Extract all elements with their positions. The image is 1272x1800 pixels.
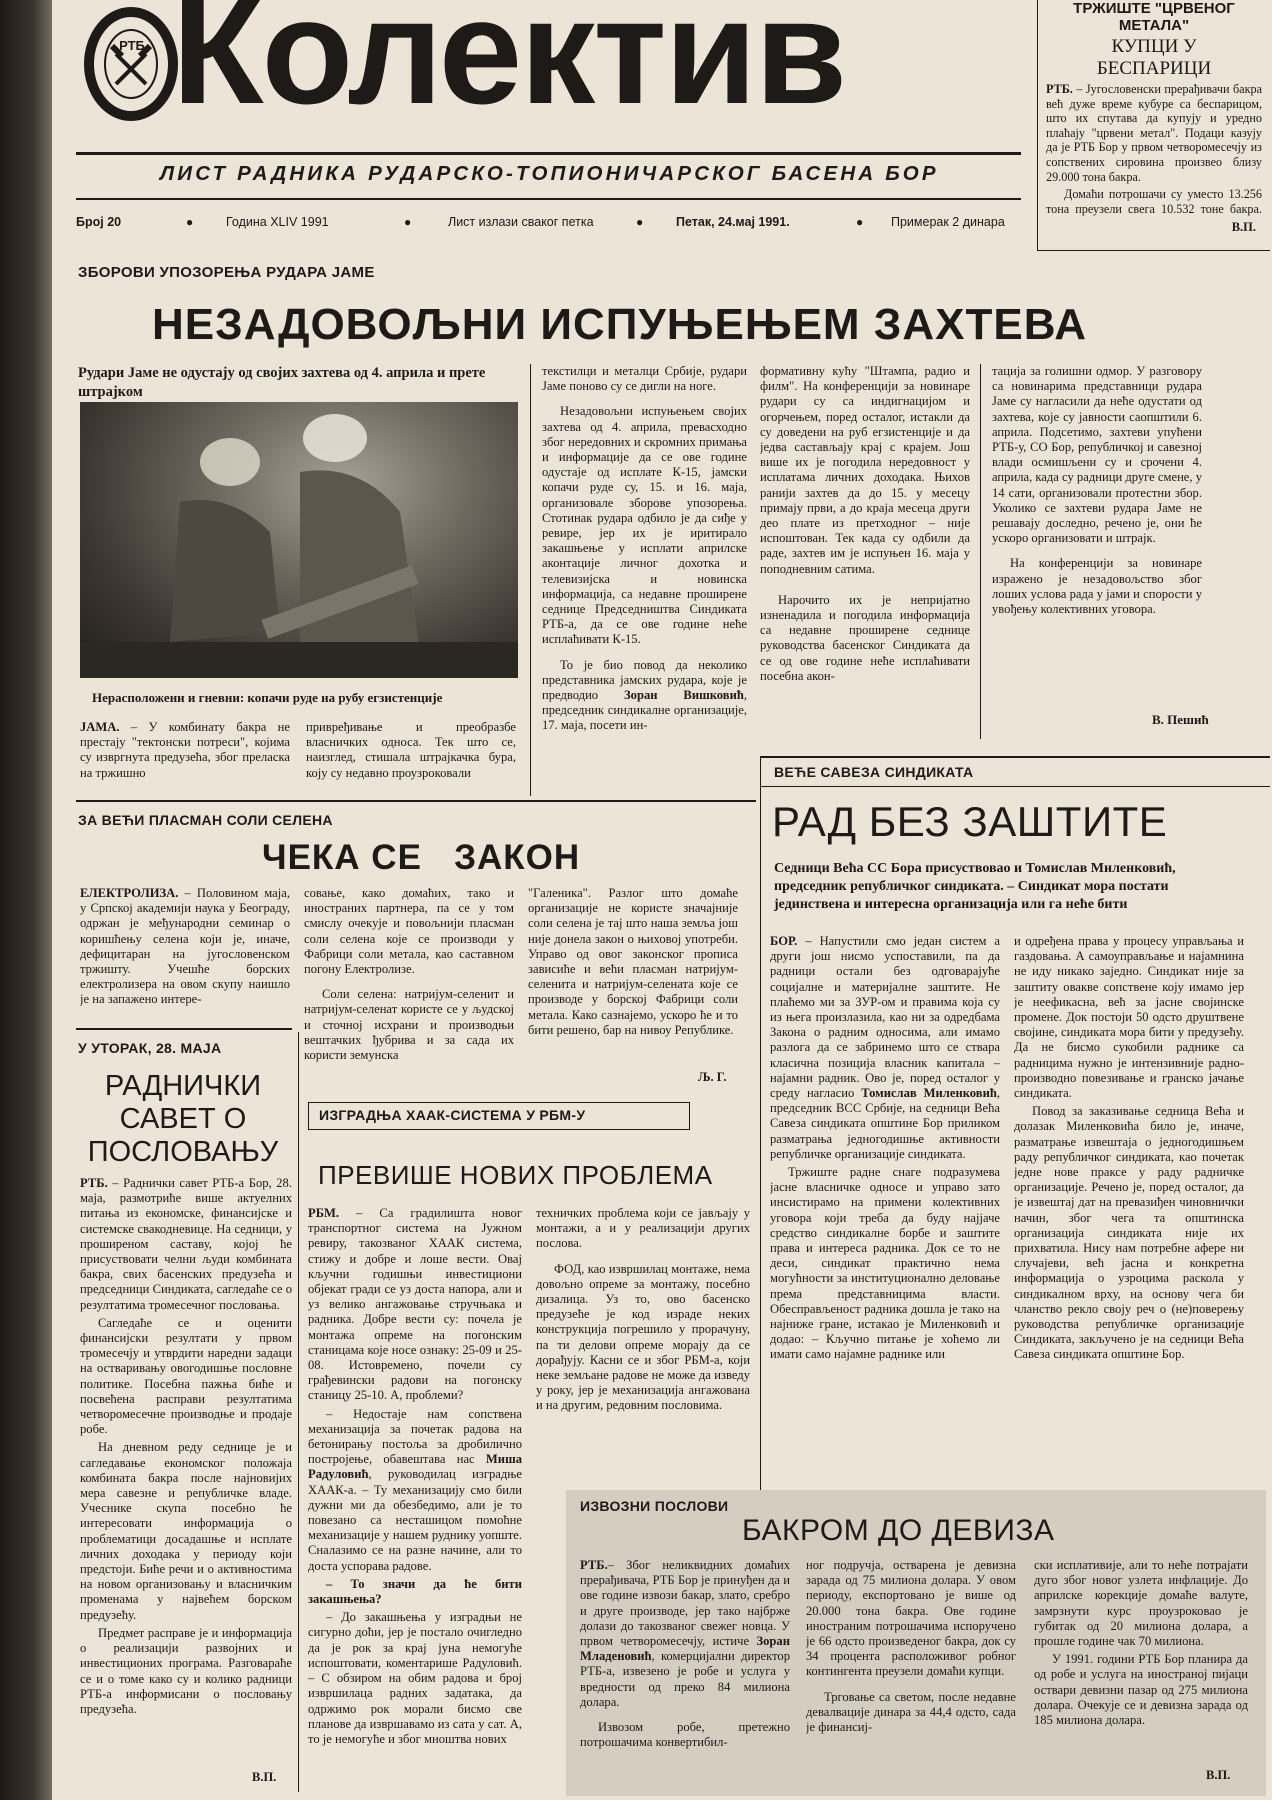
lead-col-5-text-a: тација за голишни одмор. У разговору са новинарима представници рудара Јаме су нагласили да неће одустати од захтева, које су јавности саопштили 6. априла. Подсетимо, захтеви упућени РТБ-у, СО Бор, републичкој и савезној влади осмишљени су и срочени 4. априла, када су радници друге смене, у 14 сати, организовали протестни збор. Уколико се захтеви рудара Јаме не решавају доследно, речено је, они ће ускоро организовати и штрајк. (992, 364, 1202, 546)
selenium-headline: ЧЕКА СЕ ЗАКОН (262, 838, 581, 877)
newspaper-page (52, 0, 1272, 1800)
haak-col-1-text-b2: , руководилац изградње ХААК-а. – Ту механизацију смо били дужни ми да обезбедимо, али је то повезано са несташицом помоћне механизације у нашем руднику уопште. Сналазимо се на разне начине, али то доста успорава радове. (308, 1467, 522, 1573)
copper-col-2-text-b: Трговање са светом, после недавне девалвације динара за 44,4 одсто, сада је финансиј- (806, 1689, 1016, 1735)
union-col-1-text-2: , председник ВСС Србије, на седници Већа Савеза синдиката општине Бор приликом разматрања једногодишње активности републичке организације синдиката. (770, 1086, 1000, 1161)
selenium-signature: Љ. Г. (698, 1070, 727, 1084)
union-divider-left (760, 756, 761, 1496)
selenium-col-1-text: – Половином маја, у Српској академији наука у Београду, одржан је међународни семинар о коришћењу селена који је, иначе, дефицитаран на југословенском тржишту. Учешће борских електролизера на овом скупу наишло је на запажено интере- (80, 886, 290, 1007)
council-headline-line-1: РАДНИЧКИ (104, 1070, 262, 1102)
council-signature: В.П. (252, 1770, 277, 1784)
lead-col-4 (760, 364, 970, 734)
issue-date: Петак, 24.мај 1991. (676, 215, 790, 229)
selenium-kicker: ЗА ВЕЋИ ПЛАСМАН СОЛИ СЕЛЕНА (78, 812, 333, 828)
lead-col-3-text-a: текстилци и металци Србије, рудари Јаме поново су се дигли на ноге. (542, 364, 747, 394)
sidebar-signature: В.П. (1231, 220, 1256, 234)
copper-box (566, 1490, 1266, 1796)
copper-col-1 (580, 1558, 790, 1790)
union-col-1-name: Томислав Миленковић (861, 1086, 997, 1101)
section-rule-2 (76, 1028, 292, 1030)
union-col-1-text: – Напустили смо један систем а други још нисмо успоставили, па да радници остали без одговарајуће социјалне и материјалне заштите. Не плаћемо ми за ЗУР-ом и правима која су из њега произлазила, као ни за одредбама Закона о радним односима, али имамо разлога да се забринемо што се ствара класична позиција власник капитала – најамни радник. Ово је, поред осталог у среду нагласио (770, 934, 1000, 1101)
council-headline (78, 1070, 288, 1169)
lead-kicker: ЗБОРОВИ УПОЗОРЕЊА РУДАРА ЈАМЕ (78, 264, 375, 281)
sidebar-text-2: Домаћи потрошачи су уместо 13.256 тона преузели свега 10.532 тоне бакра. (1046, 187, 1262, 216)
bullet-2: ● (404, 215, 412, 229)
lead-col-5 (992, 364, 1202, 684)
council-body (80, 1176, 292, 1756)
lead-dateline: ЈАМА. (80, 720, 120, 734)
issue-frequency: Лист излази сваког петка (448, 215, 594, 229)
union-deck: Седници Већа СС Бора присуствовао и Томислав Миленковић, председник републичког синдиката. – Синдикат мора постати јединствена и интересна организација или га неће бити (774, 861, 1176, 912)
sidebar-kicker: ТРЖИШТЕ "ЦРВЕНОГ МЕТАЛА" (1073, 0, 1235, 34)
issue-info-bar (76, 215, 1021, 235)
lead-col-2-text: привређивање и преобразбе власничких односа. Тек што се, наизглед, стишала штрајкачка бура, коју су недавно проузроковали (306, 720, 516, 780)
lead-col-4-text-a: формативну кућу "Штампа, радио и филм". На конференцији за новинаре рудари су са индигнацијом и огорчењем, поред осталог, истакли да су доведени на руб егзистенције и да једва састављају крај с крајем. Још више их је погодила нередовност у исплатама личних доходака. Њихов ранији захтев да до 15. у месецу примају први, а до краја месеца други део плате из претходног – није испоштован. Тек када су одбили да раде, захтев им је испуњен 16. маја у поподневним сатима. (760, 364, 970, 576)
sidebar-body (1046, 82, 1262, 216)
haak-col-1-text-b1: – Недостаје нам сопствена механизација за почетак радова на бетонирању постоља за дробилично постројење, обавештава нас (308, 1406, 522, 1467)
copper-col-3-text: ски исплативије, али то неће потрајати дуго због новог узлета инфлације. До априлске корекције домаће валуте, замрзнути курс проузроковао је губитак од 20 милиона долара, а прошле године чак 70 милиона. (1034, 1558, 1248, 1649)
lead-divider-1 (530, 364, 531, 796)
miners-photo (80, 402, 518, 678)
selenium-col-2-text-b: Соли селена: натријум-селенит и натријум-селенат користе се у људској и сточној исхрани и производњи вештачких ђубрива и за сада их користи земунска (304, 987, 514, 1063)
council-headline-line-3: ПОСЛОВАЊУ (87, 1136, 279, 1168)
copper-col-1-text: – Због неликвидних домаћих прерађивача, РТБ Бор је принуђен да и ове године извози бакар, злато, сребро и друге производе, јер тако најбрже долази до такозваног свежег новца. У првом четворомесечју, истиче (580, 1558, 790, 1649)
issue-year: Година XLIV 1991 (226, 215, 329, 229)
copper-col-3 (1034, 1558, 1248, 1768)
sidebar-title: КУПЦИ У БЕСПАРИЦИ (1096, 36, 1212, 79)
selenium-col-2 (304, 886, 514, 1086)
union-col-1 (770, 934, 1000, 1490)
lead-col-3-text-b: Незадовољни испуњењем својих захтева од 4. априла, превасходно због нередовних и скромних примања и информације да се ове године одустаје од исплате К-15, јамски копачи руде су, 15. и 16. маја, организовале зборове упозорења. Стотинак рудара одбило је да сиђе у ревире, јер их је иритирало закашњење у исплати априлске аконтације личног дохотка и телевизијска и новинска информација, са недавне проширене седнице Председништва Синдиката РТБ-а, да се ове године неће исплаћивати К-15. (542, 404, 747, 647)
copper-kicker: ИЗВОЗНИ ПОСЛОВИ (580, 1498, 729, 1514)
copper-headline: БАКРОМ ДО ДЕВИЗА (742, 1514, 1055, 1547)
emblem-label: РТБ (119, 38, 145, 53)
council-kicker: У УТОРАК, 28. МАЈА (78, 1040, 222, 1056)
issue-price: Примерак 2 динара (891, 215, 1005, 229)
lead-divider-2 (980, 364, 981, 739)
lead-col-5-text-b: На конференцији за новинаре изражено је незадовољство због лоших услова рада у јами и спорости у увођењу колективних уговора. (992, 556, 1202, 617)
lead-col-3-text-c2: , председник синдикалне организације, 17. маја, посети ин- (542, 688, 747, 733)
copper-col-2 (806, 1558, 1016, 1790)
haak-col-2-text: техничких проблема који се јављају у монтажи, а и у реализацији других послова. (536, 1206, 750, 1251)
masthead-logo: Колектив (172, 0, 846, 135)
issue-number: Број 20 (76, 215, 122, 229)
council-text-4: Предмет расправе је и информација о реализацији развојних и инвестиционих програма. Разговараће се и о томе како су и колико радници РТБ-а информисани о пословању предузећа. (80, 1625, 292, 1716)
lead-headline: НЕЗАДОВОЉНИ ИСПУЊЕЊЕМ ЗАХТЕВА (152, 300, 1088, 349)
miners-photo-image (80, 402, 518, 678)
copper-col-1-text-b: Извозом робе, претежно потрошачима конвертибил- (580, 1720, 790, 1750)
lead-col-1-text: – У комбинату бакра не престају "тектонски потреси", којима су извргнута предузећа, због преласка на тржишно (80, 720, 290, 780)
copper-dateline: РТБ. (580, 1558, 608, 1572)
lead-col-3-name: Зоран Вишковић (624, 688, 744, 703)
selenium-col-3 (528, 886, 738, 1076)
council-text-2: Сагледаће се и оценити финансијски резултати у првом тромесечју и утврдити наредни задаци на остваривању овогодишње пословне политике. Посебна пажња биће и посвећена расправи резултатима четворомесечне производње и продаје робе. (80, 1315, 292, 1437)
copper-col-1-name: Зоран Младеновић (580, 1634, 790, 1664)
masthead (68, 0, 1023, 185)
haak-headline: ПРЕВИШЕ НОВИХ ПРОБЛЕМА (318, 1160, 713, 1190)
bullet-1: ● (186, 215, 194, 229)
union-col-2 (1014, 934, 1244, 1490)
haak-col-1 (308, 1206, 522, 1792)
masthead-rule-top (76, 152, 1021, 155)
sidebar-text: – Југословенски прерађивачи бакра већ дуже време кубуре са беспарицом, што их спутава да купују и уредно плаћају "црвени метал". Подаци казују да је РТБ Бор у првом четворомесечју из сопствених сировина произвео близу 29.000 тона бакра. (1046, 82, 1262, 184)
masthead-rule-bottom (76, 198, 1021, 200)
union-col-1-text-b: Тржиште радне снаге подразумева јасне власничке односе и управо зато инсистирамо на примени колективних уговора који треба да буду најјаче средство синдикалне борбе и заштите права и интереса радника. Док се то не деси, синдикат практично нема могућности за институционално деловање према представницима власти. Обесправљеност радника дошла је тако на најниже гране, истакао је Миленковић и додао: – Кључно питање је хоћемо ли имати само најамне раднике или (770, 1165, 1000, 1362)
haak-kicker: ИЗГРАДЊА ХААК-СИСТЕМА У РБМ-У (319, 1107, 586, 1123)
photo-caption: Нерасположени и гневни: копачи руде на рубу егзистенције (92, 690, 443, 705)
haak-col-1-text-c: – До закашњења у изградњи не сигурно доћи, јер је постало очигледно да је рок за крај јуна немогуће испоштовати, коментарише Радуловић. – С обзиром на обим радова и број извршилаца радних задатака, да одржимо рок морали бисмо све планове да извршавамо из сата у сат. А, то је немогуће и због мноштва нових (308, 1610, 522, 1746)
union-kicker: ВЕЋЕ САВЕЗА СИНДИКАТА (774, 764, 974, 780)
council-dateline: РТБ. (80, 1176, 108, 1190)
haak-col-2-text-b: ФОД, као извршилац монтаже, нема довољно опреме за монтажу, посебно дизалица. Уз то, ово басенско предузеће је код израде неких конструкција погрешило у прорачуну, па ти делови опреме морају да се дорађују. Касни се и због РБМ-а, који неке земљане радове не може да изведу у року, јер је механизација ангажована и на другим, редовним пословима. (536, 1261, 750, 1413)
haak-question: – То значи да ће бити закашњења? (308, 1576, 522, 1607)
lead-deck: Рудари Јаме не одустају од својих захтева од 4. априла и прете штрајком (78, 365, 486, 400)
union-col-2-text: и одређена права у процесу управљања и газдовања. А самоуправљање и најамнина не иду никако заједно. Синдикат није за заштиту овакве сопствене коју имамо јер је неефикасна, већ за јасне својинске промене. Док постоји 50 одсто друштвене својине, синдиката мора бити у предузећу. Да не бисмо сукобили раднике са радницима нужно је интензивније радно-производно повезивање и гранско јачање синдиката. (1014, 934, 1244, 1101)
copper-col-3-text-b: У 1991. години РТБ Бор планира да од робе и услуга на иностраној пијаци оствари девизни пазар од 275 милиона долара. Очекује се и девизна зарада од 185 милиона долара. (1034, 1652, 1248, 1728)
lead-col-2 (306, 720, 516, 794)
selenium-col-3-text: "Галеника". Разлог што домаће организације не користе значајније соли селена је тај што наша земља још није донела закон о њиховој употреби. Управо од овог законског прописа зависиће и већи пласман натријум-селенита и натријум-селената које се производе у борској Фабрици соли метала. Како сазнајемо, ускоро ће и то бити решено, бар на нивоу Републике. (528, 886, 738, 1037)
union-headline: РАД БЕЗ ЗАШТИТЕ (772, 798, 1168, 845)
lead-signature: В. Пешић (1152, 712, 1209, 727)
selenium-col-1 (80, 886, 290, 1026)
haak-col-2 (536, 1206, 750, 1536)
sidebar-news-box (1037, 0, 1270, 251)
sidebar-lead: РТБ. (1046, 82, 1073, 96)
council-divider (298, 1032, 299, 1792)
bullet-4: ● (856, 215, 864, 229)
haak-col-1-name: Миша Радуловић (308, 1452, 522, 1482)
council-headline-line-2: САВЕТ О (119, 1103, 247, 1135)
haak-dateline: РБМ. (308, 1206, 340, 1220)
binding-spine (0, 0, 60, 1800)
copper-col-2-text: ног подручја, остварена је девизна зарада од 75 милиона долара. У овом периоду, експортовано је више од 20.000 тона бакра. Ове године иностраним потрошачима испоручено је 66 одсто произведеног бакра, док су 34 процента расположивог робног контингента преузели домаћи купци. (806, 1558, 1016, 1679)
masthead-subtitle: ЛИСТ РАДНИКА РУДАРСКО-ТОПИОНИЧАРСКОГ БАСЕНА БОР (160, 162, 939, 185)
section-rule-1 (76, 800, 756, 802)
union-dateline: БОР. (770, 934, 798, 948)
copper-col-1-text-2: , комерцијални директор РТБ-а, извезено је робе и услуга у вредности од преко 84 милиона долара. (580, 1649, 790, 1709)
haak-kicker-box (308, 1102, 690, 1130)
union-rule-kicker (760, 786, 1270, 787)
union-col-2-text-b: Повод за заказивање седница Већа и долазак Миленковића било је, иначе, разматрање извештаја о једногодишњем раду републичког синдиката, као почетак једне нове праксе у раду радничке организације. Речено је, поред осталог, да је извештај дат на превазиђен чиновнички начин, због чега та општинска организација синдиката није их прихватила. Нису нам потребне аферe ни случајеви, већ јасна и конкретна информација о узроцима раскола у синдикалном врху, на основу чега би чланство рекло своју реч о (не)поверењу руководства републичке организације Синдиката, закључено је на седници Већа Савеза синдиката општине Бор. (1014, 1104, 1244, 1362)
rtb-emblem-icon (82, 4, 180, 124)
lead-col-3 (542, 364, 747, 794)
council-text-3: На дневном реду седнице је и сагледавање економског положаја комбината бакра после најновијих мера савезне и републичке владе. Учеснике скупа посебно ће интересовати информација о проблематици досадашње и исплате личних доходака у периоду који предстоји. Биће речи и о активностима на новом организовању и власничким променама у највећем борском предузећу. (80, 1440, 292, 1622)
haak-col-1-text: – Са градилишта новог транспортног система на Јужном ревиру, такозваног ХААК система, стижу и добре и лоше вести. Овај кључни годишњи инвестициони објекат гради се уз доста напора, али и уз велико ангажовање стручњака и радника. Добре вести су: почела је монтажа опреме на погонским станицама које носе ознаку: 25-09 и 25-08. Истовремено, почели су грађевински радови на погонску станицу 25-10. А, проблеми? (308, 1206, 522, 1403)
union-rule-top (760, 756, 1270, 758)
lead-col-4-text-b: Нарочито их је непријатно изненадила и погодила информација са недавне проширене седнице руководства басенског Синдиката да се од ове године неће исплаћивати посебна акон- (760, 592, 970, 683)
bullet-3: ● (636, 215, 644, 229)
lead-col-3-text-c1: То је био повод да неколико представника јамских рудара, које је предводио (542, 657, 747, 703)
council-text-1: – Раднички савет РТБ-а Бор, 28. маја, размотриће више актуелних питања из економске, финансијске и системске свакодневице. На седници, у проширеном саставу, којој ће присуствовати челни људи комбината бакра, свих басенских предузећа и председници Синдиката, сагледаће се о резултатима тромесечног пословања. (80, 1176, 292, 1312)
selenium-col-2-text: совање, како домаћих, тако и иностраних партнера, па се у том смислу очекује и повољнији пласман соли селена које се производи у Фабрици соли метала, као саставном погону Електролизе. (304, 886, 514, 977)
selenium-dateline: ЕЛЕКТРОЛИЗА. (80, 886, 179, 900)
lead-col-1 (80, 720, 290, 794)
copper-signature: В.П. (1206, 1768, 1231, 1782)
